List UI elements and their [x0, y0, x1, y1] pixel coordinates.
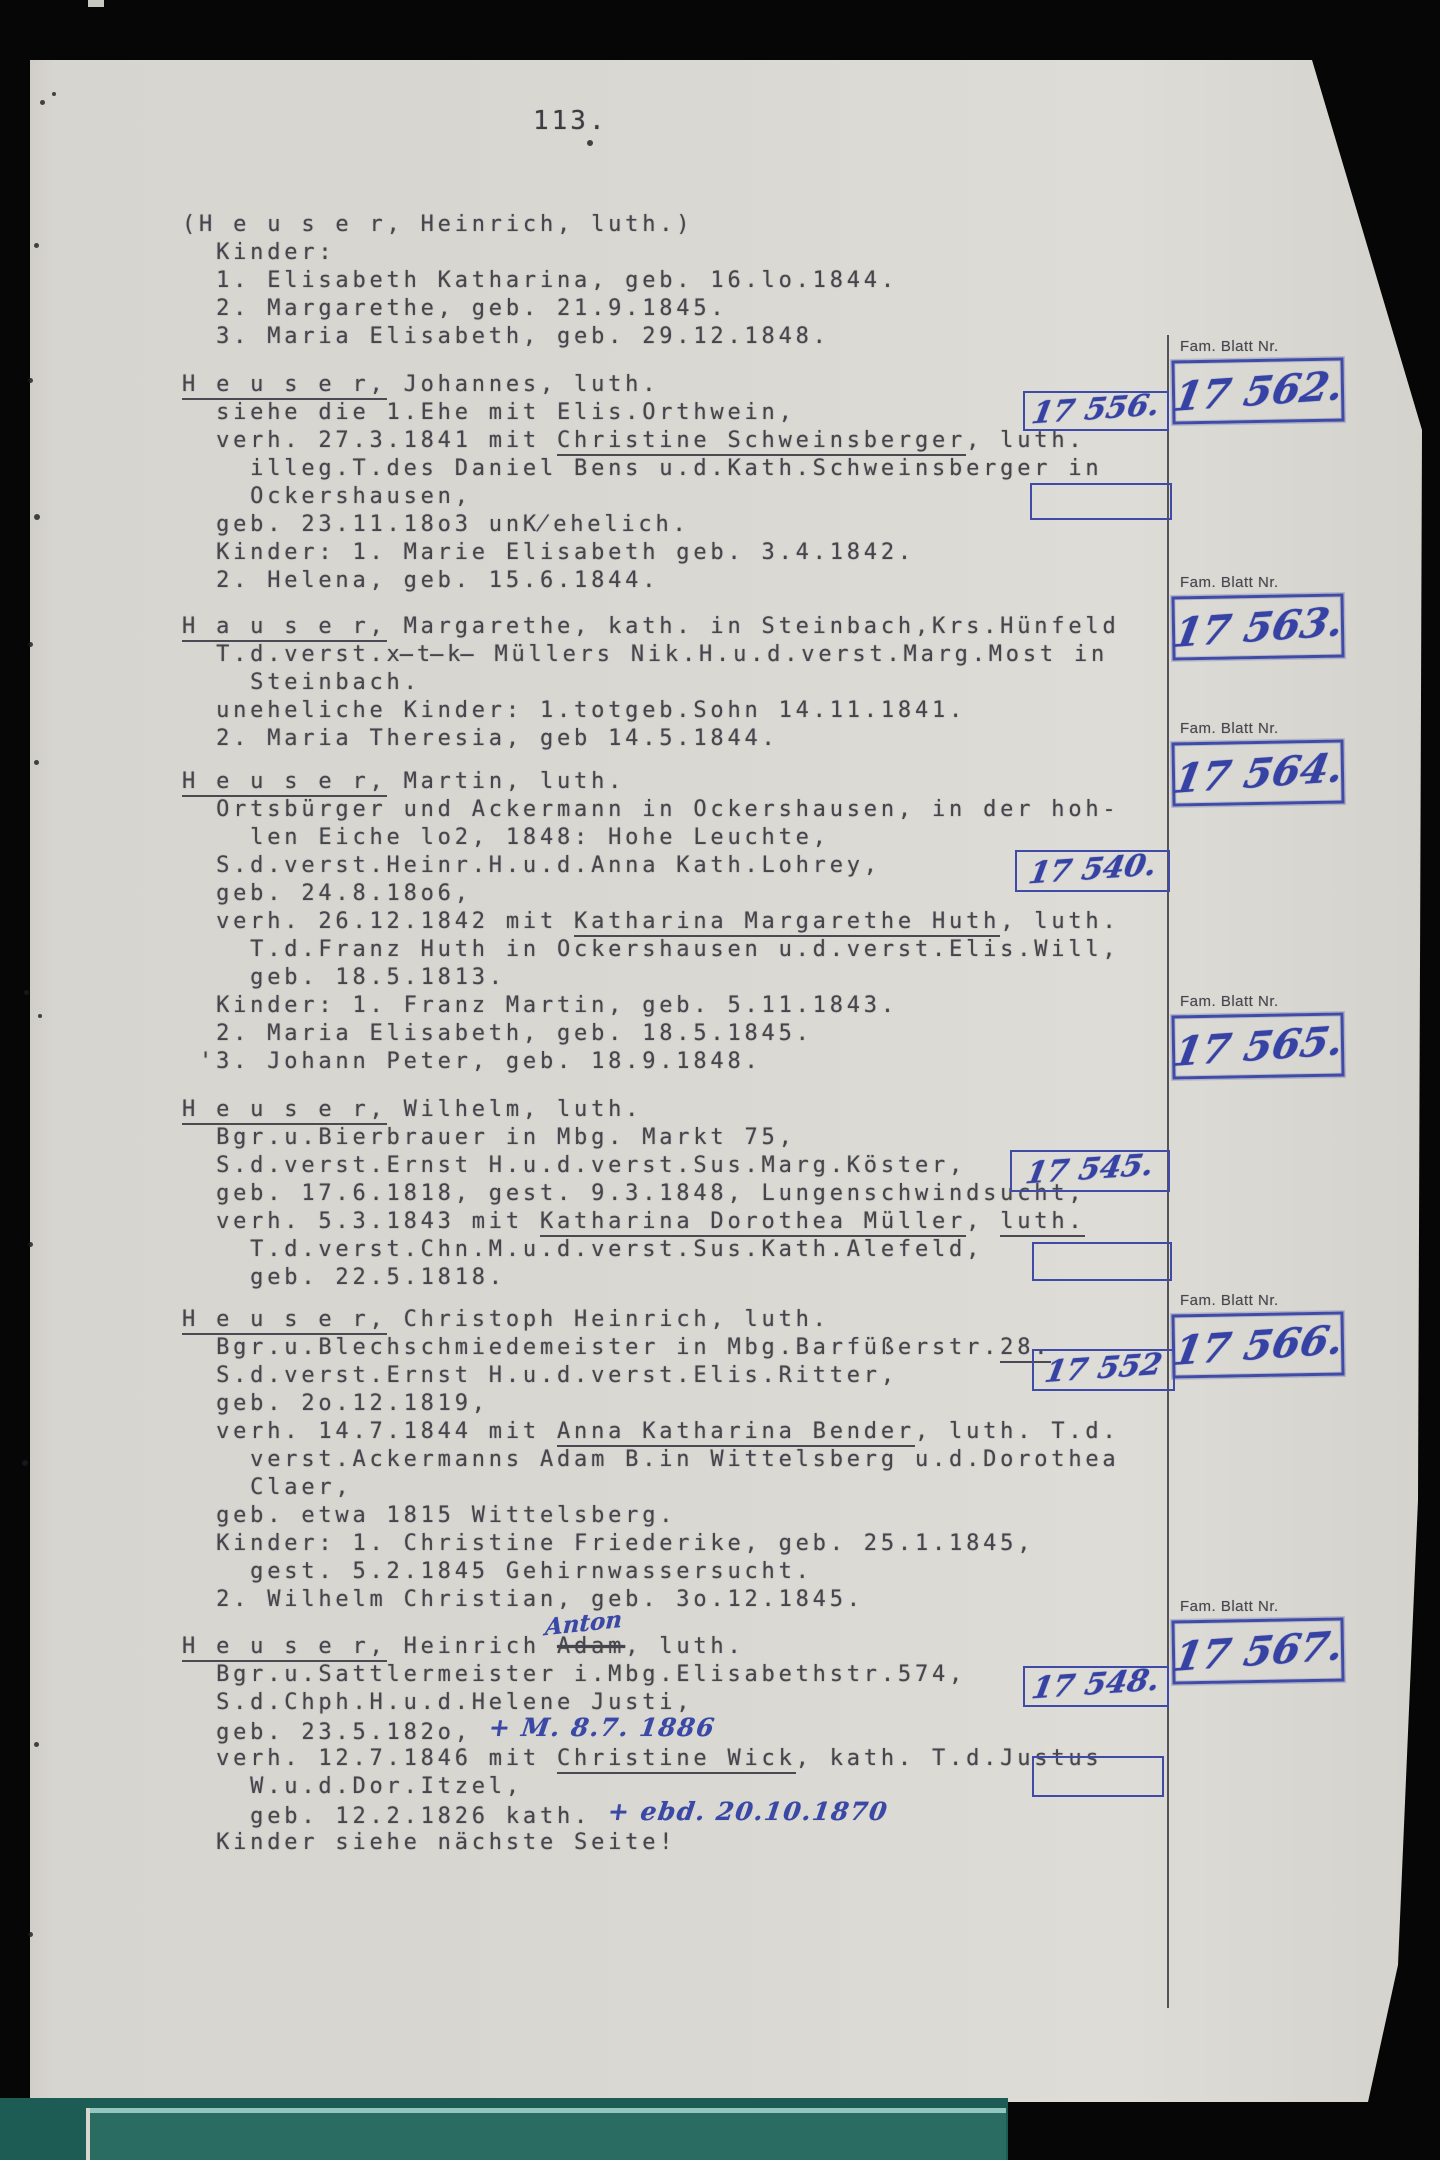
fam-blatt-label: Fam. Blatt Nr.: [1180, 338, 1279, 355]
text-line: [182, 1096, 1085, 1124]
inline-ref-number: 17 552: [1042, 1346, 1165, 1390]
text-line: [182, 1152, 1085, 1180]
typed-segment: Bgr.u.Bierbrauer in Mbg. Markt 75,: [182, 1125, 796, 1150]
ink-speck: [34, 1742, 39, 1747]
fam-blatt-label: Fam. Blatt Nr.: [1180, 720, 1279, 737]
ink-speck: [38, 1014, 42, 1018]
ink-speck: [24, 990, 29, 995]
typed-segment: geb. 23.5.182o,: [182, 1720, 489, 1745]
text-line: [182, 1264, 1085, 1292]
typed-segment: geb. 23.11.18o3 unK̸ehelich.: [182, 512, 690, 537]
underlined-segment: H e u s e r,: [182, 1634, 387, 1662]
fam-blatt-label: Fam. Blatt Nr.: [1180, 1292, 1279, 1309]
underlined-segment: luth.: [1000, 1209, 1085, 1237]
text-line: [182, 1713, 1102, 1745]
record-section: [182, 1633, 1102, 1857]
fam-blatt-stamp-box: [1169, 1618, 1347, 1685]
inline-ref-box: [1023, 387, 1169, 431]
text-line: [182, 1362, 1120, 1390]
page-number: 113.: [533, 106, 608, 136]
ink-speck: [22, 1460, 28, 1466]
inline-ref-box-empty: [1032, 1242, 1172, 1281]
record-section: [182, 613, 1120, 753]
text-line: [182, 483, 1102, 511]
typed-segment: geb. 22.5.1818.: [182, 1265, 506, 1290]
typed-segment: 2. Maria Theresia, geb 14.5.1844.: [182, 726, 779, 751]
typed-segment: W.u.d.Dor.Itzel,: [182, 1774, 523, 1799]
typed-segment: Steinbach.: [182, 670, 421, 695]
record-section: [182, 768, 1120, 1076]
typed-segment: Wilhelm, luth.: [386, 1097, 643, 1122]
typed-segment: len Eiche lo2, 1848: Hohe Leuchte,: [182, 825, 830, 850]
typed-segment: 2. Helena, geb. 15.6.1844.: [182, 568, 660, 593]
inline-ref-number: 17 556.: [1029, 387, 1163, 431]
typed-segment: Margarethe, kath. in Steinbach,Krs.Hünfeld: [386, 614, 1120, 639]
typed-segment: verh. 14.7.1844 mit: [182, 1419, 557, 1444]
inline-ref-number: 17 548.: [1029, 1662, 1163, 1707]
typed-segment: illeg.T.des Daniel Bens u.d.Kath.Schweinsberger in: [182, 456, 1103, 481]
text-line: [182, 427, 1102, 455]
typed-segment: , luth.: [966, 428, 1086, 453]
typed-segment: T.d.verst.x̶t̶k̶ Müllers Nik.H.u.d.verst.Marg.Most in: [182, 642, 1109, 667]
typed-segment: siehe die 1.Ehe mit Elis.Orthwein,: [182, 400, 796, 425]
typed-segment: (H e u s e r, Heinrich, luth.): [182, 212, 694, 237]
typed-segment: geb. 24.8.18o6,: [182, 881, 472, 906]
typed-segment: T.d.verst.Chn.M.u.d.verst.Sus.Kath.Alefeld,: [182, 1237, 984, 1262]
fam-blatt-entry: [1169, 338, 1372, 423]
ink-speck: [34, 243, 39, 248]
typed-segment: 2. Wilhelm Christian, geb. 3o.12.1845.: [182, 1587, 864, 1612]
text-line: [182, 1745, 1102, 1773]
fam-blatt-label: Fam. Blatt Nr.: [1180, 993, 1279, 1010]
record-section: [182, 371, 1102, 595]
text-line: [182, 1334, 1120, 1362]
ink-speck: [28, 378, 33, 383]
typed-segment: Ortsbürger und Ackermann in Ockershausen, in der hoh-: [182, 797, 1120, 822]
underlined-segment: H e u s e r,: [182, 769, 387, 797]
typed-segment: Johannes, luth.: [386, 372, 660, 397]
fam-blatt-entry: [1169, 1598, 1372, 1683]
ink-speck: [28, 1932, 33, 1937]
inline-ref-number: 17 540.: [1025, 847, 1160, 891]
fam-blatt-stamp-box: [1169, 1312, 1347, 1379]
typed-segment: Martin, luth.: [386, 769, 626, 794]
text-line: [182, 539, 1102, 567]
folder-edge-corner: [86, 2108, 90, 2160]
fam-blatt-number: 17 562.: [1169, 361, 1347, 421]
fam-blatt-stamp-box: [1169, 358, 1347, 425]
text-line: [182, 1418, 1120, 1446]
text-line: [182, 1124, 1085, 1152]
ink-speck: [34, 760, 39, 765]
ink-speck: [28, 642, 33, 647]
record-section: [182, 211, 898, 351]
underlined-segment: H e u s e r,: [182, 1097, 387, 1125]
text-line: [182, 768, 1120, 796]
text-line: [182, 613, 1120, 641]
text-line: [182, 295, 898, 323]
ink-speck: [587, 140, 593, 146]
typed-segment: verh. 12.7.1846 mit: [182, 1746, 557, 1771]
text-line: [182, 992, 1120, 1020]
fam-blatt-number: 17 564.: [1169, 743, 1347, 803]
text-line: [182, 399, 1102, 427]
typed-segment: Bgr.u.Sattlermeister i.Mbg.Elisabethstr.574,: [182, 1662, 967, 1687]
inline-ref-number: 17 545.: [1023, 1147, 1157, 1191]
handwritten-annotation: + ebd. 20.10.1870: [606, 1797, 891, 1826]
typed-segment: Ockershausen,: [182, 484, 472, 509]
text-line: [182, 964, 1120, 992]
typed-segment: Heinrich: [386, 1634, 557, 1659]
fam-blatt-number: 17 565.: [1169, 1016, 1347, 1076]
text-line: [182, 1586, 1120, 1614]
inline-ref-box: [1023, 1662, 1169, 1707]
typed-segment: geb. 18.5.1813.: [182, 965, 506, 990]
typed-segment: Bgr.u.Blechschmiedemeister in Mbg.Barfüßerstr.: [182, 1335, 1001, 1360]
folder-edge-body: [90, 2113, 1006, 2160]
text-line: [182, 1236, 1085, 1264]
text-line: [182, 1829, 1102, 1857]
text-line: [182, 1797, 1102, 1829]
text-line: [182, 641, 1120, 669]
text-line: [182, 1661, 1102, 1689]
fam-blatt-stamp-box: [1169, 740, 1347, 807]
struck-segment: Adam: [557, 1634, 626, 1659]
fam-blatt-stamp-box: [1169, 1013, 1347, 1080]
fam-blatt-label: Fam. Blatt Nr.: [1180, 1598, 1279, 1615]
typed-segment: 3. Maria Elisabeth, geb. 29.12.1848.: [182, 324, 830, 349]
fam-blatt-number: 17 567.: [1169, 1621, 1347, 1681]
scan-notch: [88, 0, 104, 7]
underlined-segment: H a u s e r,: [182, 614, 387, 642]
text-line: [182, 267, 898, 295]
handwritten-name-correction: Anton: [544, 1605, 624, 1642]
inline-ref-box: [1010, 1147, 1170, 1192]
typed-segment: uneheliche Kinder: 1.totgeb.Sohn 14.11.1841.: [182, 698, 967, 723]
typed-segment: Kinder: 1. Christine Friederike, geb. 25.1.1845,: [182, 1531, 1035, 1556]
text-line: [182, 455, 1102, 483]
inline-ref-box-empty: [1032, 1756, 1164, 1797]
text-line: [182, 1502, 1120, 1530]
text-line: [182, 1633, 1102, 1661]
fam-blatt-stamp-box: [1169, 594, 1347, 661]
text-line: [182, 371, 1102, 399]
typed-segment: verst.Ackermanns Adam B.in Wittelsberg u.d.Dorothea: [182, 1447, 1120, 1472]
text-line: [182, 669, 1120, 697]
text-line: [182, 908, 1120, 936]
typed-segment: Kinder siehe nächste Seite!: [182, 1830, 677, 1855]
text-line: [182, 1558, 1120, 1586]
text-line: [182, 567, 1102, 595]
record-section: [182, 1096, 1085, 1292]
text-line: [182, 1390, 1120, 1418]
handwritten-annotation: + M. 8.7. 1886: [486, 1713, 718, 1742]
underlined-segment: H e u s e r,: [182, 1307, 387, 1335]
typed-segment: ,: [966, 1209, 1001, 1234]
text-line: [182, 239, 898, 267]
text-line: [182, 725, 1120, 753]
typed-segment: S.d.verst.Ernst H.u.d.verst.Elis.Ritter,: [182, 1363, 898, 1388]
underlined-segment: 28.: [1000, 1335, 1051, 1363]
text-line: [182, 852, 1120, 880]
fam-blatt-number: 17 563.: [1169, 597, 1347, 657]
fam-blatt-number: 17 566.: [1169, 1315, 1347, 1375]
ink-speck: [28, 1242, 33, 1247]
typed-segment: 2. Margarethe, geb. 21.9.1845.: [182, 296, 728, 321]
ink-speck: [40, 100, 45, 105]
underlined-segment: H e u s e r,: [182, 372, 387, 400]
text-line: [182, 880, 1120, 908]
text-line: [182, 1306, 1120, 1334]
text-line: [182, 1180, 1085, 1208]
text-line: [182, 697, 1120, 725]
fam-blatt-entry: [1169, 720, 1372, 805]
typed-segment: 2. Maria Elisabeth, geb. 18.5.1845.: [182, 1021, 813, 1046]
typed-segment: S.d.Chph.H.u.d.Helene Justi,: [182, 1690, 694, 1715]
underlined-segment: Anna Katharina Bender: [557, 1419, 915, 1447]
text-line: [182, 1020, 1120, 1048]
typed-segment: verh. 27.3.1841 mit: [182, 428, 557, 453]
typed-segment: '3. Johann Peter, geb. 18.9.1848.: [182, 1049, 762, 1074]
text-line: [182, 1474, 1120, 1502]
typed-segment: , luth.: [1000, 909, 1120, 934]
typed-segment: verh. 26.12.1842 mit: [182, 909, 575, 934]
fam-blatt-entry: [1169, 574, 1372, 659]
underlined-segment: Christine Wick: [557, 1746, 796, 1774]
underlined-segment: Katharina Margarethe Huth: [574, 909, 1000, 937]
inline-ref-box-empty: [1030, 483, 1172, 520]
typed-segment: Christoph Heinrich, luth.: [386, 1307, 830, 1332]
fam-blatt-entry: [1169, 993, 1372, 1078]
fam-blatt-label: Fam. Blatt Nr.: [1180, 574, 1279, 591]
typed-segment: , luth. T.d.: [914, 1419, 1120, 1444]
text-line: [182, 824, 1120, 852]
typed-segment: gest. 5.2.1845 Gehirnwassersucht.: [182, 1559, 813, 1584]
typed-segment: verh. 5.3.1843 mit: [182, 1209, 540, 1234]
text-line: [182, 511, 1102, 539]
typed-segment: geb. 2o.12.1819,: [182, 1391, 489, 1416]
text-line: [182, 1530, 1120, 1558]
typed-segment: Claer,: [182, 1475, 353, 1500]
typed-segment: S.d.verst.Heinr.H.u.d.Anna Kath.Lohrey,: [182, 853, 881, 878]
typed-segment: geb. 17.6.1818, gest. 9.3.1848, Lungenschwindsucht,: [182, 1181, 1086, 1206]
text-line: [182, 936, 1120, 964]
typed-segment: S.d.verst.Ernst H.u.d.verst.Sus.Marg.Köster,: [182, 1153, 967, 1178]
typed-segment: Kinder:: [182, 240, 336, 265]
text-line: [182, 1446, 1120, 1474]
underlined-segment: Christine Schweinsberger: [557, 428, 966, 456]
typed-segment: 1. Elisabeth Katharina, geb. 16.lo.1844.: [182, 268, 898, 293]
text-line: [182, 796, 1120, 824]
underlined-segment: Katharina Dorothea Müller: [540, 1209, 966, 1237]
typed-segment: geb. etwa 1815 Wittelsberg.: [182, 1503, 677, 1528]
inline-ref-box: [1015, 847, 1170, 892]
ink-speck: [52, 92, 56, 96]
inline-ref-box: [1032, 1346, 1175, 1391]
typed-segment: , luth.: [625, 1634, 745, 1659]
fam-blatt-entry: [1169, 1292, 1372, 1377]
record-section: [182, 1306, 1120, 1614]
typed-segment: T.d.Franz Huth in Ockershausen u.d.verst.Elis.Will,: [182, 937, 1120, 962]
typed-segment: Kinder: 1. Franz Martin, geb. 5.11.1843.: [182, 993, 898, 1018]
ink-speck: [34, 514, 40, 520]
text-line: [182, 1048, 1120, 1076]
text-line: [182, 1208, 1085, 1236]
text-line: [182, 211, 898, 239]
text-line: [182, 323, 898, 351]
typed-segment: , kath. T.d.Justus: [795, 1746, 1103, 1771]
typed-segment: geb. 12.2.1826 kath.: [182, 1804, 609, 1829]
typed-segment: Kinder: 1. Marie Elisabeth geb. 3.4.1842.: [182, 540, 915, 565]
